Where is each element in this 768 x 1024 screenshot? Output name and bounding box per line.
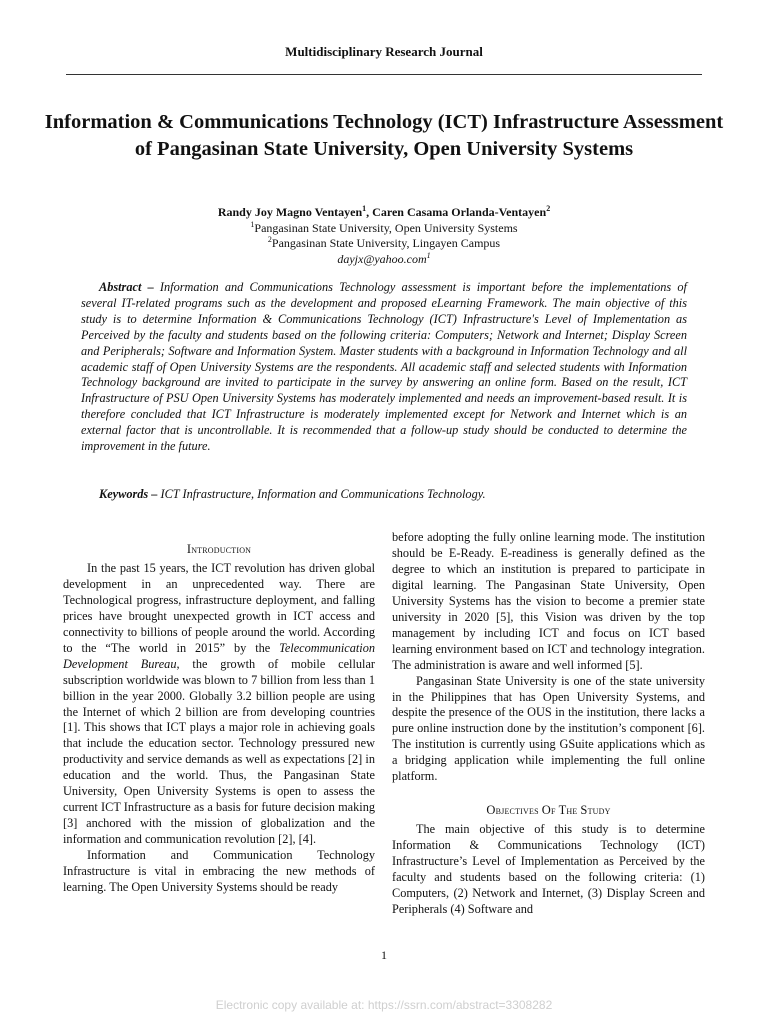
section-gap <box>392 785 705 803</box>
objectives-heading: Objectives Of The Study <box>486 803 611 818</box>
right-paragraph-1: before adopting the fully online learning mode. The institution should be E-Ready. E-readiness is generally defined as the degree to which an institution is prepared to participate in digital learning. The Pangasinan State University, Open University Systems has the vision to become a premier state university in 2020 [5], this Vision was driven by the top management by including ICT and focus on ICT based learning environment based on ICT and technology integration. The administration is aware and well informed [5]. <box>392 530 705 672</box>
intro-paragraph-1: In the past 15 years, the ICT revolution has driven global development in an unprecedented way. There are Technological progress, infrastructure deployment, and falling prices have brought unexpected growth in ICT access and connectivity to billions of people around the world. According to the “The world in 2015” by the Telecommunication Development Bureau, the growth of mobile cellular subscription worldwide was blown to 7 billion from less than 1 billion in the year 2000. Globally 3.2 billion people are using the Internet of which 2 billion are from developing countries [1]. This shows that ICT plays a major role in achieving goals that include the education sector. Technology pressured new productivity and service demands as well as expectations [2] in education and the world. Thus, the Pangasinan State University, Open University Systems is open to assess the current ICT Infrastructure as a basis for future decision making [3] anchored with the mission of globalization and the information and communication revolution [2], [4]. <box>63 560 376 847</box>
paper-title: Information & Communications Technology (ICT) Infrastructure Assessment of Pangasinan State University, Open University Systems <box>44 111 724 160</box>
author-email: dayjx@yahoo.com$^1$ <box>337 250 431 266</box>
keywords <box>81 487 687 502</box>
right-paragraph-2: Pangasinan State University is one of the state university in the Philippines that has Open University Systems, and despite the presence of the OUS in the institution, there lacks a pure online instruction done by the institution’s component [6]. The institution is currently using GSuite applications which as a bridging application while implementing the full online platform. <box>392 673 705 784</box>
keywords-text: ICT Infrastructure, Information and Communications Technology. <box>157 487 486 501</box>
introduction-heading: Introduction <box>186 542 252 556</box>
affiliation-2: $^2$Pangasinan State University, Lingayen Campus <box>267 235 501 250</box>
keywords-label: Keywords – <box>99 487 158 501</box>
header-rule <box>66 74 702 75</box>
right-column <box>392 530 705 918</box>
abstract-label: Abstract – <box>99 280 154 294</box>
journal-name: Multidisciplinary Research Journal <box>285 44 483 59</box>
left-column <box>63 542 375 896</box>
abstract-text: Information and Communications Technology assessment is important before the implementations of several IT-related programs such as the development and proposed eLearning Framework. The main objective of this study is to determine Information & Communications Technology (ICT) Infrastructure's Level of Implementation as Perceived by the faculty and students based on the following criteria: Computers; Network and Internet; Display Screen and Peripherals; Software and Information System. Master students with a background in Information Technology and all academic staff of Open University Systems are the respondents. All academic staff and selected students with Information Technology background are invited to participate in the survey by answering an online form. Based on the result, ICT Infrastructure of PSU Open University Systems has moderately implemented and needs an improvement-based result. It is therefore concluded that ICT Infrastructure is moderately implemented except for Network and Internet which is an external factor that is uncontrollable. It is recommended that a follow-up study should be conducted to determine the improvement in the future. <box>81 280 687 454</box>
author-block <box>0 205 768 267</box>
intro-paragraph-2: Information and Communication Technology Infrastructure is vital in embracing the new methods of learning. The Open University Systems should be ready <box>63 848 375 895</box>
affiliation-1: $^1$Pangasinan State University, Open University Systems <box>250 219 518 235</box>
ssrn-footer: Electronic copy available at: https://ssrn.com/abstract=3308282 <box>215 998 553 1012</box>
page-number: 1 <box>381 948 387 962</box>
author-names: Randy Joy Magno Ventayen$^1$, Caren Casama Orlanda-Ventayen$^2$ <box>217 204 551 219</box>
abstract <box>81 280 687 455</box>
objectives-paragraph: The main objective of this study is to determine Information & Communications Technology (ICT) Infrastructure’s Level of Implementation as Perceived by the faculty and students based on the following criteria: (1) Computers, (2) Network and Internet, (3) Display Screen and Peripherals (4) Software and <box>392 822 705 916</box>
